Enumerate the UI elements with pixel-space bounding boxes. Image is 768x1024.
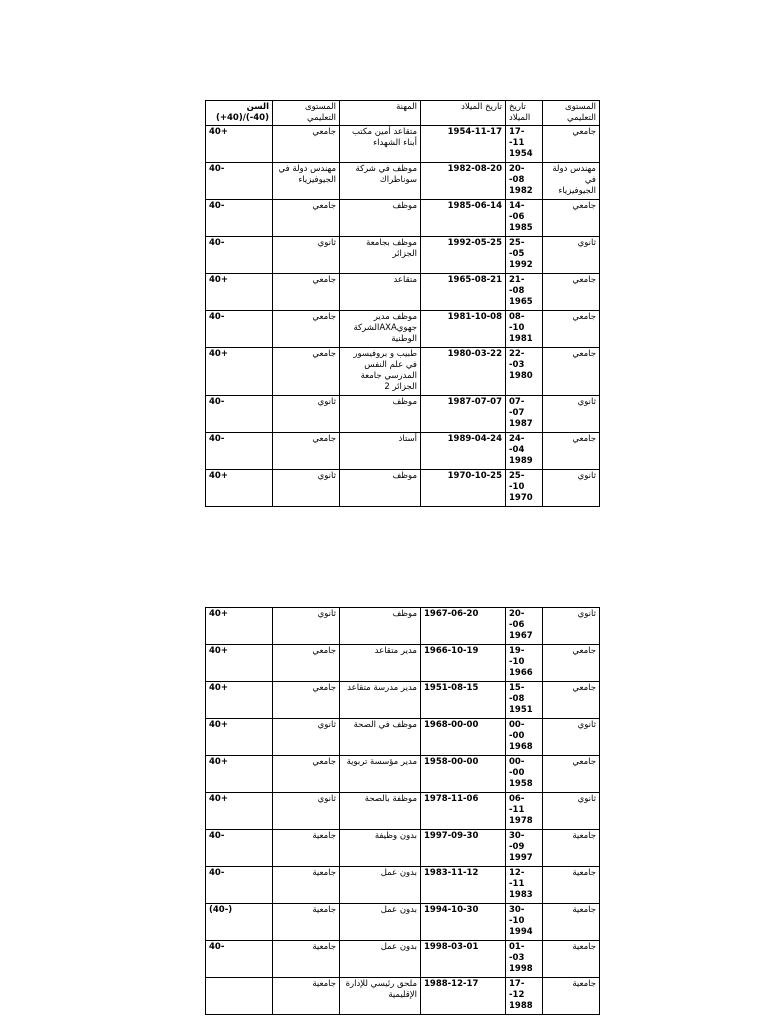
cell-education: جامعي — [273, 311, 340, 348]
cell-dob: 1951-08-15 — [421, 682, 506, 719]
cell-dob-split: 17- -11 1954 — [506, 126, 543, 163]
cell-dob: 1965-08-21 — [421, 274, 506, 311]
cell-age: 40- — [206, 396, 273, 433]
cell-dob-split: 19- -10 1966 — [506, 645, 543, 682]
cell-job: أستاذ — [340, 433, 421, 470]
cell-job: بدون عمل — [340, 904, 421, 941]
cell-job: موظف في الصحة — [340, 719, 421, 756]
cell-level: جامعية — [543, 867, 600, 904]
cell-dob: 1981-10-08 — [421, 311, 506, 348]
cell-age: 40+ — [206, 719, 273, 756]
cell-level: جامعي — [543, 311, 600, 348]
cell-dob: 1985-06-14 — [421, 200, 506, 237]
cell-dob: 1954-11-17 — [421, 126, 506, 163]
cell-job: موظف مدير جهويAXAالشركة الوطنية — [340, 311, 421, 348]
cell-dob: 1978-11-06 — [421, 793, 506, 830]
cell-age: 40+ — [206, 645, 273, 682]
cell-level: جامعي — [543, 126, 600, 163]
cell-level: ثانوي — [543, 237, 600, 274]
cell-job: موظف بجامعة الجزائر — [340, 237, 421, 274]
cell-education: جامعية — [273, 830, 340, 867]
table-row — [206, 163, 600, 200]
cell-age: 40- — [206, 433, 273, 470]
table-row — [206, 682, 600, 719]
cell-education: جامعي — [273, 756, 340, 793]
cell-level: ثانوي — [543, 608, 600, 645]
cell-dob-split: 00- -00 1968 — [506, 719, 543, 756]
cell-age: 40+ — [206, 348, 273, 396]
table-row — [206, 756, 600, 793]
cell-level: جامعي — [543, 274, 600, 311]
cell-dob-split: 06- -11 1978 — [506, 793, 543, 830]
cell-dob: 1992-05-25 — [421, 237, 506, 274]
cell-dob: 1998-03-01 — [421, 941, 506, 978]
cell-dob-split: 25- -10 1970 — [506, 470, 543, 507]
data-table-2 — [205, 607, 600, 1015]
cell-job: موظف — [340, 200, 421, 237]
cell-education: جامعي — [273, 682, 340, 719]
cell-dob: 1982-08-20 — [421, 163, 506, 200]
table-row — [206, 867, 600, 904]
table-row — [206, 126, 600, 163]
cell-education: ثانوي — [273, 793, 340, 830]
cell-job: موظفة بالصحة — [340, 793, 421, 830]
cell-dob: 1989-04-24 — [421, 433, 506, 470]
cell-education: جامعية — [273, 978, 340, 1015]
table-row — [206, 311, 600, 348]
cell-dob-split: 14- -06 1985 — [506, 200, 543, 237]
table-header-row — [206, 101, 600, 126]
cell-dob: 1958-00-00 — [421, 756, 506, 793]
cell-education: مهندس دولة في الجيوفيزياء — [273, 163, 340, 200]
cell-dob-split: 24- -04 1989 — [506, 433, 543, 470]
header-age: السن (40-)/(40+) — [206, 101, 273, 126]
cell-age: 40- — [206, 237, 273, 274]
cell-dob-split: 30- -10 1994 — [506, 904, 543, 941]
cell-age: 40- — [206, 867, 273, 904]
cell-education: جامعية — [273, 941, 340, 978]
cell-job: مدير متقاعد — [340, 645, 421, 682]
cell-age: 40- — [206, 163, 273, 200]
cell-level: جامعية — [543, 978, 600, 1015]
table-row — [206, 433, 600, 470]
header-dob-split: تاريخ الميلاد — [506, 101, 543, 126]
cell-level: جامعي — [543, 200, 600, 237]
cell-job: مدير مؤسسة تربوية — [340, 756, 421, 793]
table-row — [206, 719, 600, 756]
cell-level: جامعي — [543, 756, 600, 793]
cell-job: متقاعد أمين مكتب أبناء الشهداء — [340, 126, 421, 163]
cell-level: ثانوي — [543, 396, 600, 433]
cell-dob: 1988-12-17 — [421, 978, 506, 1015]
cell-level: جامعي — [543, 348, 600, 396]
data-table-1 — [205, 100, 600, 507]
cell-age: 40+ — [206, 126, 273, 163]
cell-job: بدون عمل — [340, 867, 421, 904]
cell-dob: 1994-10-30 — [421, 904, 506, 941]
table-row — [206, 200, 600, 237]
cell-job: بدون وظيفة — [340, 830, 421, 867]
cell-dob-split: 20- -08 1982 — [506, 163, 543, 200]
cell-dob: 1967-06-20 — [421, 608, 506, 645]
header-job: المهنة — [340, 101, 421, 126]
table-row — [206, 830, 600, 867]
cell-level: مهندس دولة في الجيوفيزياء — [543, 163, 600, 200]
cell-age: 40- — [206, 200, 273, 237]
header-education: المستوى التعليمي — [273, 101, 340, 126]
cell-dob-split: 12- -11 1983 — [506, 867, 543, 904]
cell-dob: 1968-00-00 — [421, 719, 506, 756]
cell-education: جامعي — [273, 274, 340, 311]
cell-education: ثانوي — [273, 396, 340, 433]
table-row — [206, 608, 600, 645]
table-row — [206, 978, 600, 1015]
table-row — [206, 396, 600, 433]
cell-level: ثانوي — [543, 719, 600, 756]
table-row — [206, 348, 600, 396]
table-row — [206, 274, 600, 311]
cell-job: موظف — [340, 470, 421, 507]
table-row — [206, 941, 600, 978]
cell-dob-split: 01- -03 1998 — [506, 941, 543, 978]
cell-education: ثانوي — [273, 237, 340, 274]
cell-education: جامعي — [273, 433, 340, 470]
cell-education: جامعية — [273, 867, 340, 904]
cell-job: موظف — [340, 608, 421, 645]
table-row — [206, 645, 600, 682]
cell-dob-split: 15- -08 1951 — [506, 682, 543, 719]
cell-dob: 1983-11-12 — [421, 867, 506, 904]
table-row — [206, 237, 600, 274]
cell-age: 40+ — [206, 756, 273, 793]
cell-education: ثانوي — [273, 470, 340, 507]
cell-dob: 1966-10-19 — [421, 645, 506, 682]
cell-level: جامعية — [543, 941, 600, 978]
cell-age: 40- — [206, 311, 273, 348]
cell-job: متقاعد — [340, 274, 421, 311]
cell-age: 40+ — [206, 470, 273, 507]
cell-age: (40-) — [206, 904, 273, 941]
cell-level: جامعية — [543, 904, 600, 941]
cell-dob-split: 30- -09 1997 — [506, 830, 543, 867]
cell-dob-split: 08- -10 1981 — [506, 311, 543, 348]
cell-job: مدير مدرسة متقاعد — [340, 682, 421, 719]
cell-level: جامعي — [543, 433, 600, 470]
cell-education: جامعي — [273, 200, 340, 237]
cell-dob-split: 20- -06 1967 — [506, 608, 543, 645]
cell-level: ثانوي — [543, 470, 600, 507]
cell-education: جامعي — [273, 348, 340, 396]
table-row — [206, 793, 600, 830]
cell-age: 40+ — [206, 274, 273, 311]
header-level: المستوى التعليمي — [543, 101, 600, 126]
cell-age: 40+ — [206, 682, 273, 719]
cell-age: 40+ — [206, 793, 273, 830]
cell-dob: 1987-07-07 — [421, 396, 506, 433]
header-dob: تاريخ الميلاد — [421, 101, 506, 126]
cell-level: جامعي — [543, 682, 600, 719]
cell-dob-split: 00- -00 1958 — [506, 756, 543, 793]
cell-job: موظف في شركة سوناطراك — [340, 163, 421, 200]
cell-dob-split: 17- -12 1988 — [506, 978, 543, 1015]
cell-education: جامعية — [273, 904, 340, 941]
cell-dob-split: 25- -05 1992 — [506, 237, 543, 274]
cell-education: ثانوي — [273, 719, 340, 756]
cell-dob: 1980-03-22 — [421, 348, 506, 396]
cell-dob: 1970-10-25 — [421, 470, 506, 507]
cell-level: جامعية — [543, 830, 600, 867]
cell-education: جامعي — [273, 126, 340, 163]
cell-education: ثانوي — [273, 608, 340, 645]
cell-age: 40- — [206, 941, 273, 978]
cell-dob-split: 21- -08 1965 — [506, 274, 543, 311]
cell-education: جامعي — [273, 645, 340, 682]
cell-age: 40+ — [206, 608, 273, 645]
cell-job: طبيب و بروفيسور في علم النفس المدرسي جامعة الجزائر 2 — [340, 348, 421, 396]
cell-dob-split: 22- -03 1980 — [506, 348, 543, 396]
cell-job: ملحق رئيسي للإدارة الإقليمية — [340, 978, 421, 1015]
table-row — [206, 470, 600, 507]
cell-age: 40- — [206, 830, 273, 867]
cell-dob-split: 07- -07 1987 — [506, 396, 543, 433]
table-row — [206, 904, 600, 941]
cell-level: جامعي — [543, 645, 600, 682]
cell-dob: 1997-09-30 — [421, 830, 506, 867]
cell-age — [206, 978, 273, 1015]
cell-job: موظف — [340, 396, 421, 433]
cell-job: بدون عمل — [340, 941, 421, 978]
cell-level: ثانوي — [543, 793, 600, 830]
